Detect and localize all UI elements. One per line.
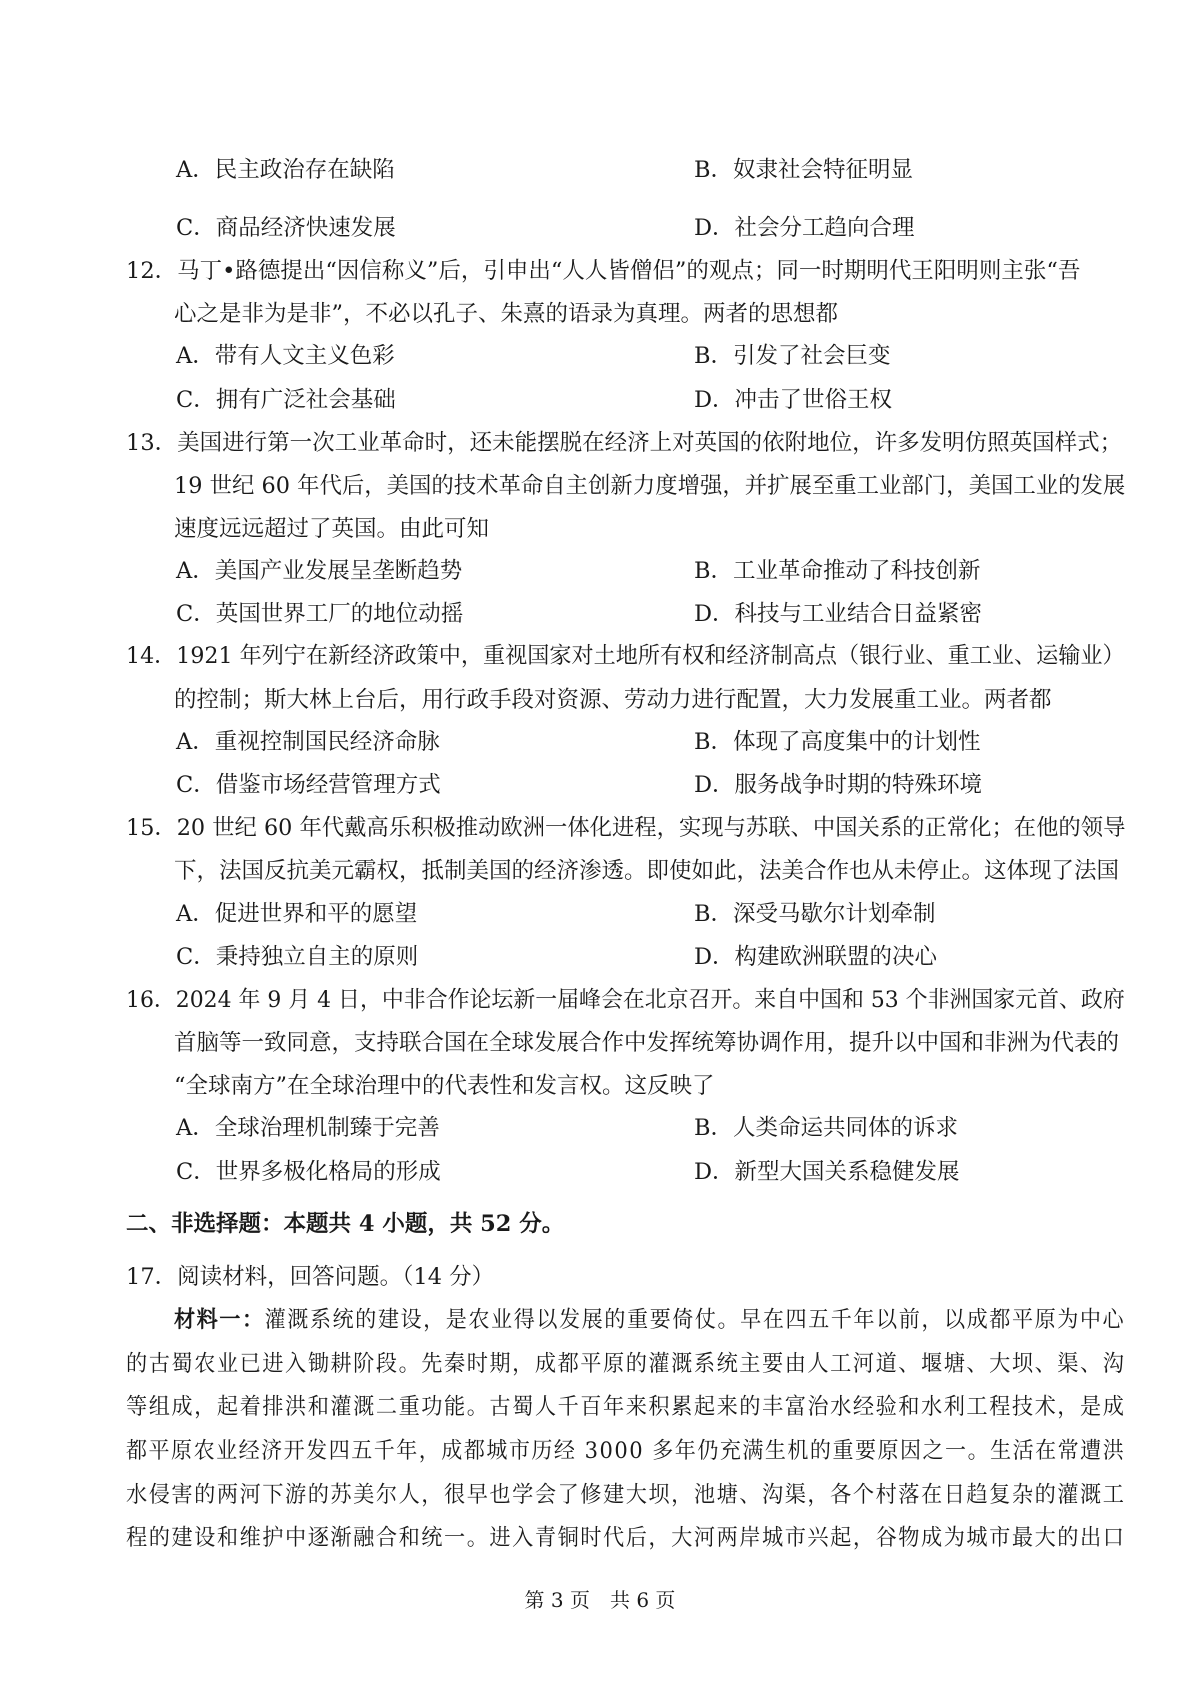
q16-stem-line2: 首脑等一致同意，支持联合国在全球发展合作中发挥统筹协调作用，提升以中国和非洲为代表的 xyxy=(174,1030,1120,1056)
q17-material-label: 材料一： xyxy=(174,1307,265,1333)
q11-option-b[interactable]: B．奴隶社会特征明显 xyxy=(694,157,914,183)
q15-option-b[interactable]: B．深受马歇尔计划牵制 xyxy=(694,901,936,927)
section2-heading: 二、非选择题：本题共 4 小题，共 52 分。 xyxy=(126,1211,565,1237)
q17-material-text: 灌溉系统的建设，是农业得以发展的重要倚仗。早在四五千年以前，以成都平原为中心 xyxy=(264,1307,1126,1333)
q14-option-d[interactable]: D．服务战争时期的特殊环境 xyxy=(694,772,983,798)
q16-option-c[interactable]: C．世界多极化格局的形成 xyxy=(176,1159,441,1185)
q17-material-line3: 等组成，起着排洪和灌溉二重功能。古蜀人千百年来积累起来的丰富治水经验和水利工程技术，是成 xyxy=(126,1394,1126,1420)
q14-stem-line2: 的控制；斯大林上台后，用行政手段对资源、劳动力进行配置，大力发展重工业。两者都 xyxy=(174,687,1052,713)
q15-stem-line1: 15．20 世纪 60 年代戴高乐积极推动欧洲一体化进程，实现与苏联、中国关系的正常化；在他的领导 xyxy=(126,815,1126,841)
q11-option-c[interactable]: C．商品经济快速发展 xyxy=(176,215,396,241)
q13-option-a[interactable]: A．美国产业发展呈垄断趋势 xyxy=(176,558,463,584)
q13-option-c[interactable]: C．英国世界工厂的地位动摇 xyxy=(176,601,464,627)
q17-material-line4: 都平原农业经济开发四五千年，成都城市历经 3000 多年仍充满生机的重要原因之一。生活在常遭洪 xyxy=(126,1438,1126,1464)
q14-stem-line1: 14．1921 年列宁在新经济政策中，重视国家对土地所有权和经济制高点（银行业、重工业、运输业） xyxy=(126,643,1125,669)
q17-title: 17．阅读材料，回答问题。（14 分） xyxy=(126,1264,495,1290)
q13-option-b[interactable]: B．工业革命推动了科技创新 xyxy=(694,558,981,584)
page-number-footer: 第 3 页 共 6 页 xyxy=(524,1588,676,1612)
q14-option-b[interactable]: B．体现了高度集中的计划性 xyxy=(694,729,981,755)
q17-material-line2: 的古蜀农业已进入锄耕阶段。先秦时期，成都平原的灌溉系统主要由人工河道、堰塘、大坝、渠、沟 xyxy=(126,1351,1126,1377)
q17-material-line5: 水侵害的两河下游的苏美尔人，很早也学会了修建大坝，池塘、沟渠，各个村落在日趋复杂的灌溉工 xyxy=(126,1482,1126,1508)
q12-option-c[interactable]: C．拥有广泛社会基础 xyxy=(176,387,396,413)
q16-option-d[interactable]: D．新型大国关系稳健发展 xyxy=(694,1159,960,1185)
q13-stem-line3: 速度远远超过了英国。由此可知 xyxy=(174,516,490,542)
q15-option-c[interactable]: C．秉持独立自主的原则 xyxy=(176,944,419,970)
q13-stem-line2: 19 世纪 60 年代后，美国的技术革命自主创新力度增强，并扩展至重工业部门，美国工业的发展 xyxy=(174,473,1126,499)
q17-material-line6: 程的建设和维护中逐渐融合和统一。进入青铜时代后，大河两岸城市兴起，谷物成为城市最大的出口 xyxy=(126,1525,1126,1551)
q15-stem-line2: 下，法国反抗美元霸权，抵制美国的经济渗透。即使如此，法美合作也从未停止。这体现了法国 xyxy=(174,858,1120,884)
q11-option-a[interactable]: A．民主政治存在缺陷 xyxy=(176,157,395,183)
q12-stem-line2: 心之是非为是非”，不必以孔子、朱熹的语录为真理。两者的思想都 xyxy=(174,301,839,327)
q16-stem-line1: 16．2024 年 9 月 4 日，中非合作论坛新一届峰会在北京召开。来自中国和 53 个非洲国家元首、政府 xyxy=(126,987,1125,1013)
q11-option-d[interactable]: D．社会分工趋向合理 xyxy=(694,215,915,241)
q15-option-d[interactable]: D．构建欧洲联盟的决心 xyxy=(694,944,938,970)
q14-option-a[interactable]: A．重视控制国民经济命脉 xyxy=(176,729,440,755)
q17-material-line1 xyxy=(174,1305,1125,1335)
q13-option-d[interactable]: D．科技与工业结合日益紧密 xyxy=(694,601,983,627)
q12-option-a[interactable]: A．带有人文主义色彩 xyxy=(176,343,395,369)
q13-stem-line1: 13．美国进行第一次工业革命时，还未能摆脱在经济上对英国的依附地位，许多发明仿照英国样式； xyxy=(126,430,1123,456)
q12-option-d[interactable]: D．冲击了世俗王权 xyxy=(694,387,893,413)
q16-option-a[interactable]: A．全球治理机制臻于完善 xyxy=(176,1115,440,1141)
q12-stem-line1: 12．马丁•路德提出“因信称义”后，引申出“人人皆僧侣”的观点；同一时期明代王阳明则主张“吾 xyxy=(126,258,1081,284)
q16-option-b[interactable]: B．人类命运共同体的诉求 xyxy=(694,1115,959,1141)
q16-stem-line3: “全球南方”在全球治理中的代表性和发言权。这反映了 xyxy=(174,1073,715,1099)
q14-option-c[interactable]: C．借鉴市场经营管理方式 xyxy=(176,772,441,798)
q15-option-a[interactable]: A．促进世界和平的愿望 xyxy=(176,901,418,927)
q12-option-b[interactable]: B．引发了社会巨变 xyxy=(694,343,891,369)
